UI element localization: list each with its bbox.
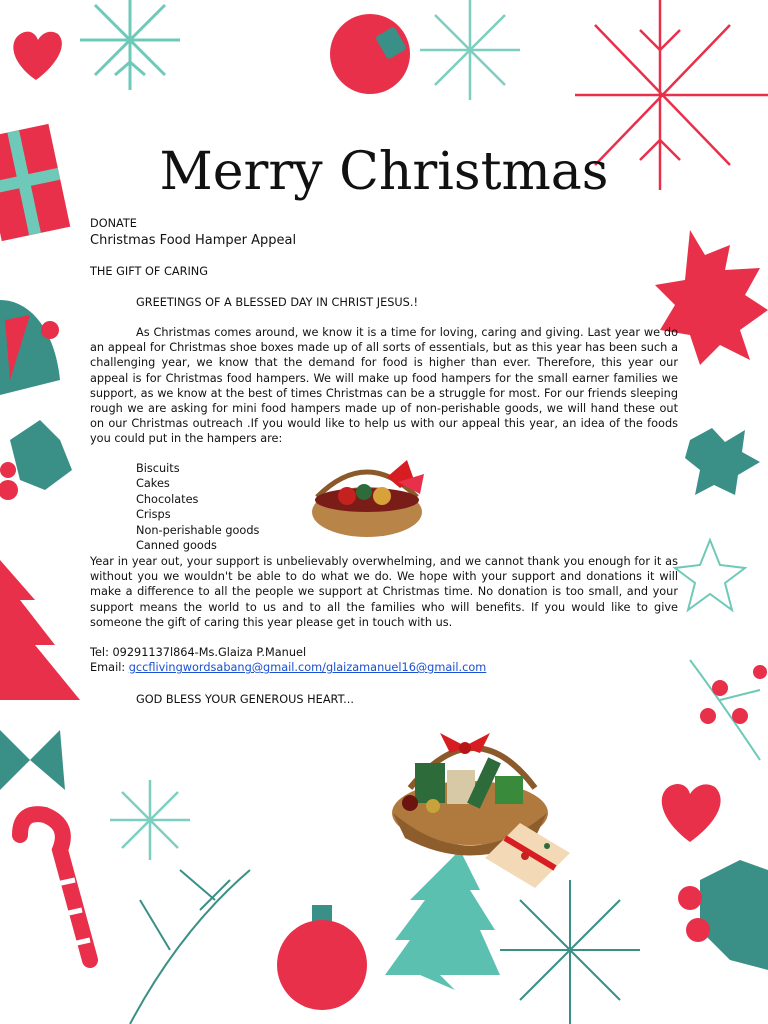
snowflake-decoration — [500, 880, 640, 1024]
appeal-heading: Christmas Food Hamper Appeal — [90, 233, 297, 248]
email-link[interactable]: gccflivingwordsabang@gmail.com/glaizamanuel16@gmail.com — [128, 661, 487, 674]
snowflake-decoration — [110, 780, 190, 860]
email-label: Email: — [90, 661, 129, 674]
branch-decoration — [130, 870, 250, 1024]
ornament-decoration — [330, 14, 410, 94]
list-item: Canned goods — [136, 539, 217, 553]
list-item: Chocolates — [136, 492, 199, 506]
list-item: Biscuits — [136, 462, 180, 475]
intro-paragraph: As Christmas comes around, we know it is a time for loving, caring and giving. Last year we do an appeal for Christmas shoe boxes made up of all sorts of essentials, but as this year has been such a challenging year, we know that the demand for food is higher than ever. Therefore, this year our appeal is for Christmas food hampers. We will make up food hampers for the small earner families we support, as we know at the best of times Christmas can be a struggle for most. For our friends sleeping rough we are asking for mini food hampers made up of non-perishable goods, we will hand these out on our Christmas outreach .If you would like to help us with our appeal this year, an idea of the foods you could put in the hampers are: — [90, 326, 678, 446]
ornament-decoration — [277, 920, 367, 1010]
donate-heading: DONATE — [90, 217, 137, 230]
list-item: Crisps — [136, 508, 171, 522]
greeting-line: GREETINGS OF A BLESSED DAY IN CHRIST JESUS.! — [136, 296, 418, 309]
bell-decoration — [0, 300, 60, 395]
holly-leaf-decoration — [685, 428, 760, 495]
gift-heading: THE GIFT OF CARING — [90, 265, 208, 278]
contact-email — [90, 660, 486, 675]
support-paragraph: Year in year out, your support is unbelievably overwhelming, and we cannot thank you enough for it as without you we wouldn't be able to do what we do. We hope with your support and donations it will make a difference to all the people we support at Christmas time. No donation is too small, and your support means the world to us and to all the families who will benefits. If you would like to give someone the gift of caring this year please get in touch with us. — [90, 555, 678, 629]
tree-decoration — [0, 560, 80, 700]
closing-line: GOD BLESS YOUR GENEROUS HEART... — [136, 693, 354, 706]
snowflake-decoration — [420, 0, 520, 100]
contact-tel: Tel: 09291137l864-Ms.Glaiza P.Manuel — [90, 646, 307, 659]
berries-decoration — [690, 660, 760, 760]
holly-decoration — [0, 420, 72, 500]
holly-decoration — [678, 860, 768, 970]
heart-decoration — [662, 784, 721, 842]
food-items-list — [136, 461, 259, 553]
small-hamper-image — [302, 452, 432, 542]
heart-decoration — [13, 32, 61, 80]
gift-hamper-image — [385, 718, 585, 898]
snowflake-decoration — [80, 0, 180, 90]
candy-cane-decoration — [20, 814, 90, 960]
list-item: Non-perishable goods — [136, 523, 260, 537]
list-item: Cakes — [136, 477, 170, 491]
bow-decoration — [0, 730, 65, 790]
star-decoration — [675, 540, 745, 610]
page-title: Merry Christmas — [159, 142, 609, 202]
